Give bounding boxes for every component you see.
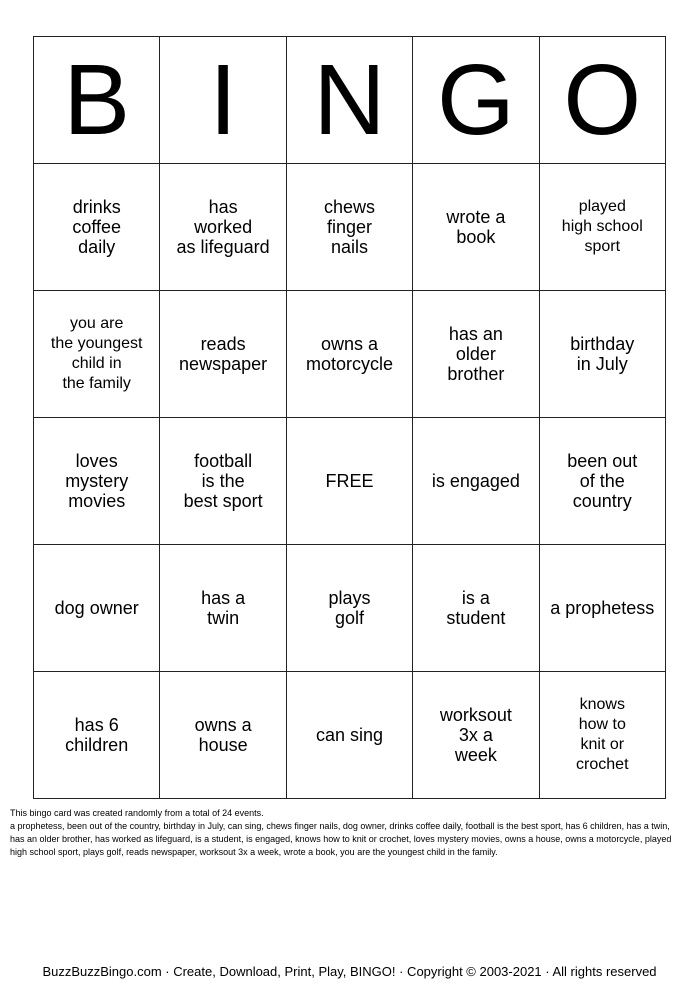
header-letter-i: I	[160, 37, 286, 164]
bingo-cell	[413, 545, 539, 672]
card-row	[34, 545, 666, 672]
bingo-cell	[286, 164, 412, 291]
header-letter-b: B	[34, 37, 160, 164]
bingo-cell	[34, 418, 160, 545]
bingo-cell	[286, 291, 412, 418]
bingo-cell	[34, 164, 160, 291]
cell-text: has worked as lifeguard	[176, 197, 270, 257]
card-row	[34, 164, 666, 291]
cell-text: FREE	[325, 471, 374, 491]
footer-copyright: BuzzBuzzBingo.com · Create, Download, Print, Play, BINGO! · Copyright © 2003-2021 · All rights reserved	[42, 964, 657, 979]
card-row	[34, 291, 666, 418]
bingo-card	[33, 36, 666, 799]
cell-text: has a twin	[201, 588, 246, 628]
bingo-cell	[34, 291, 160, 418]
cell-text: dog owner	[54, 598, 139, 618]
header-letter-n: N	[286, 37, 412, 164]
cell-text: plays golf	[328, 588, 371, 628]
bingo-cell	[286, 672, 412, 799]
bingo-cell	[34, 672, 160, 799]
bingo-cell	[413, 672, 539, 799]
cell-text: reads newspaper	[179, 334, 268, 374]
cell-text: been out of the country	[567, 451, 638, 511]
bingo-cell	[34, 545, 160, 672]
cell-text: owns a house	[194, 715, 252, 755]
card-info-events: a prophetess, been out of the country, birthday in July, can sing, chews finger nails, dog owner, drinks coffee daily, football is the best sport, has 6 children, has a twin, has an older brother, has worked as lifeguard, is a student, is engaged, knows how to knit or crochet, loves mystery movies, owns a house, owns a motorcycle, played high school sport, plays golf, reads newspaper, worksout 3x a week, wrote a book, you are the youngest child in the family.	[10, 821, 672, 857]
bingo-cell	[160, 545, 286, 672]
header-row	[34, 37, 666, 164]
header-letter-o: O	[539, 37, 665, 164]
bingo-cell	[413, 418, 539, 545]
free-cell	[286, 418, 412, 545]
cell-text: is a student	[446, 588, 506, 628]
cell-text: has an older brother	[447, 324, 505, 384]
cell-text: a prophetess	[550, 598, 655, 618]
cell-text: drinks coffee daily	[72, 197, 122, 257]
header-letter-g: G	[413, 37, 539, 164]
cell-text: owns a motorcycle	[305, 334, 393, 374]
bingo-cell	[160, 672, 286, 799]
bingo-cell	[286, 545, 412, 672]
cell-text: chews finger nails	[323, 197, 375, 257]
bingo-cell	[539, 164, 665, 291]
cell-text: has 6 children	[65, 715, 129, 755]
cell-text: wrote a book	[446, 207, 506, 247]
card-info-intro: This bingo card was created randomly from a total of 24 events.	[10, 808, 264, 818]
bingo-cell	[160, 291, 286, 418]
bingo-cell	[160, 418, 286, 545]
card-row	[34, 672, 666, 799]
cell-text: is engaged	[431, 471, 520, 491]
cell-text: you are the youngest child in the family	[50, 315, 143, 392]
card-row	[34, 418, 666, 545]
cell-text: birthday in July	[570, 334, 635, 374]
cell-text: loves mystery movies	[65, 451, 129, 511]
bingo-cell	[413, 291, 539, 418]
card-info	[10, 807, 685, 859]
cell-text: worksout 3x a week	[439, 705, 512, 765]
bingo-cell	[160, 164, 286, 291]
cell-text: knows how to knit or crochet	[576, 696, 629, 773]
bingo-cell	[539, 545, 665, 672]
cell-text: can sing	[315, 725, 383, 745]
bingo-cell	[539, 291, 665, 418]
bingo-cell	[539, 672, 665, 799]
bingo-cell	[539, 418, 665, 545]
bingo-cell	[413, 164, 539, 291]
cell-text: football is the best sport	[183, 451, 263, 511]
cell-text: played high school sport	[561, 198, 643, 255]
